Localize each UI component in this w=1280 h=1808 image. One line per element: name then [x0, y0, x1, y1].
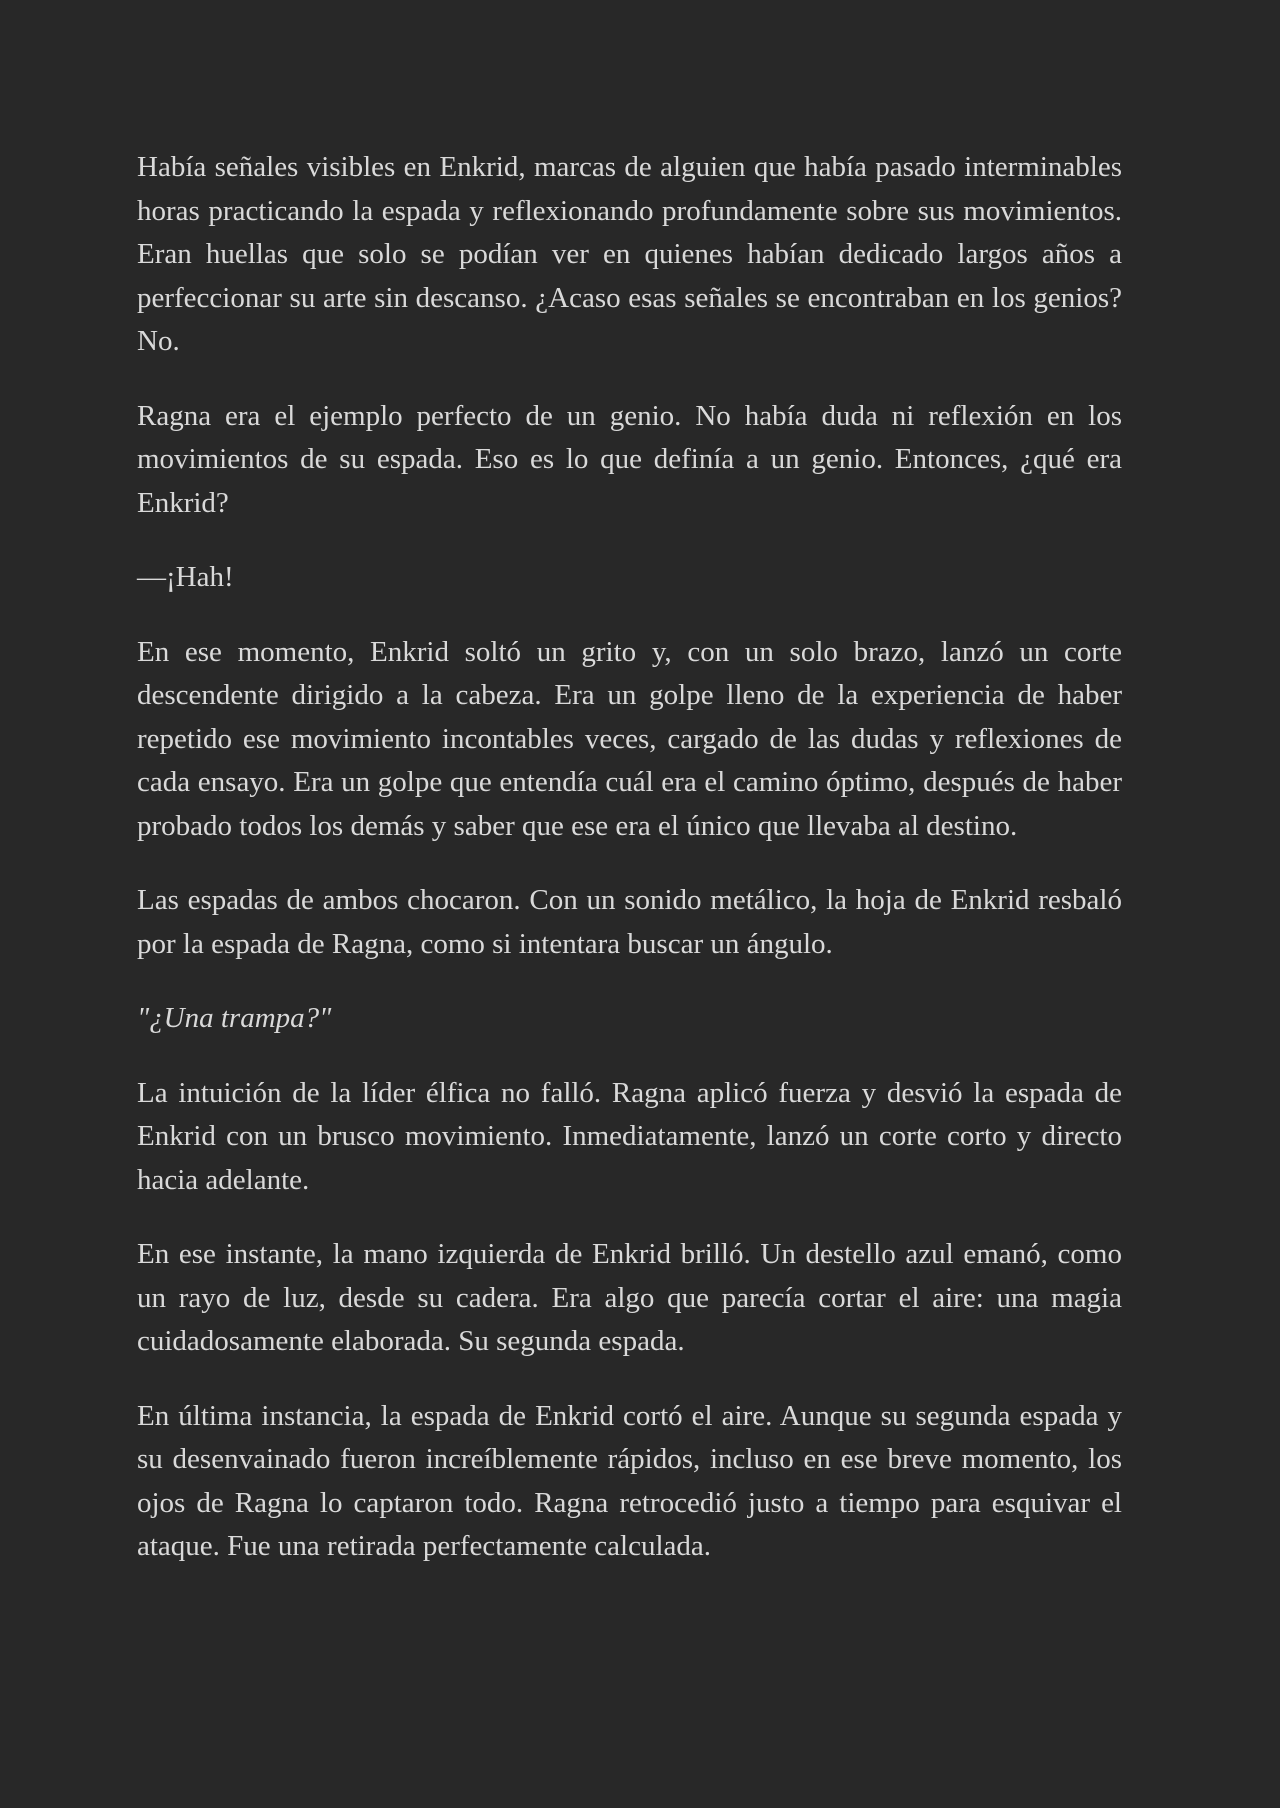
- paragraph: En ese instante, la mano izquierda de Enkrid brilló. Un destello azul emanó, como un rayo de luz, desde su cadera. Era algo que parecía cortar el aire: una magia cuidadosamente elaborada. Su segunda espada.: [137, 1238, 1122, 1357]
- paragraph: Ragna era el ejemplo perfecto de un genio. No había duda ni reflexión en los movimientos de su espada. Eso es lo que definía a un genio. Entonces, ¿qué era Enkrid?: [137, 399, 1122, 519]
- paragraph: En ese momento, Enkrid soltó un grito y, con un solo brazo, lanzó un corte descendente dirigido a la cabeza. Era un golpe lleno de la experiencia de haber repetido ese movimiento incontables veces, cargado de las dudas y reflexiones de cada ensayo. Era un golpe que entendía cuál era el camino óptimo, después de haber probado todos los demás y saber que ese era el único que llevaba al destino.: [137, 635, 1122, 842]
- inner-thought-quote-paragraph: "¿Una trampa?": [137, 1002, 332, 1034]
- dialogue-paragraph: —¡Hah!: [137, 561, 234, 593]
- paragraph: Las espadas de ambos chocaron. Con un sonido metálico, la hoja de Enkrid resbaló por la espada de Ragna, como si intentara buscar un ángulo.: [137, 884, 1122, 960]
- paragraph: En última instancia, la espada de Enkrid cortó el aire. Aunque su segunda espada y su desenvainado fueron increíblemente rápidos, incluso en ese breve momento, los ojos de Ragna lo captaron todo. Ragna retrocedió justo a tiempo para esquivar el ataque. Fue una retirada perfectamente calculada.: [137, 1399, 1122, 1562]
- paragraph: La intuición de la líder élfica no falló. Ragna aplicó fuerza y desvió la espada de Enkrid con un brusco movimiento. Inmediatamente, lanzó un corte corto y directo hacia adelante.: [137, 1076, 1122, 1196]
- paragraph: Había señales visibles en Enkrid, marcas de alguien que había pasado interminables horas practicando la espada y reflexionando profundamente sobre sus movimientos. Eran huellas que solo se podían ver en quienes habían dedicado largos años a perfeccionar su arte sin descanso. ¿Acaso esas señales se encontraban en los genios? No.: [137, 151, 1122, 357]
